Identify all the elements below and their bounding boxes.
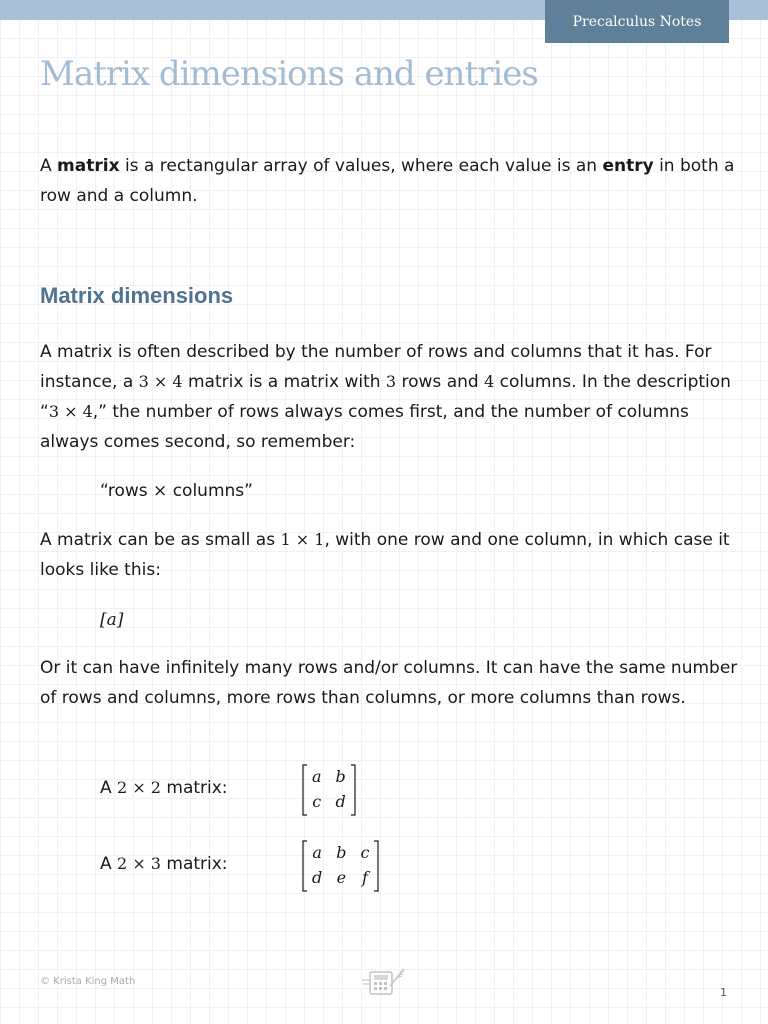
example-label-2x2 — [100, 773, 228, 803]
course-tab: Precalculus Notes — [545, 0, 729, 43]
matrix-entry: b — [336, 843, 347, 862]
matrix-entry: d — [312, 868, 323, 887]
intro-text: A — [40, 156, 58, 176]
text-run: A matrix is often described by the number of rows and columns that it has. For instance, a — [40, 342, 712, 392]
math-expression: 2 × 3 — [117, 854, 161, 873]
matrix-entry: a — [312, 843, 322, 862]
text-run: columns. In the description “ — [40, 372, 731, 422]
term-entry: entry — [602, 156, 654, 176]
matrix-entry: c — [312, 792, 322, 811]
math-expression: 3 × 4 — [138, 372, 183, 391]
matrix-entry: b — [335, 767, 346, 786]
math-expression: 3 × 4 — [48, 402, 93, 421]
text-run: ,” the number of rows always comes first, and the number of columns always comes second, so remember: — [40, 402, 689, 452]
right-bracket — [350, 764, 356, 816]
text-run: matrix: — [160, 778, 228, 798]
calculator-logo-icon — [360, 966, 408, 1000]
matrix-entries — [308, 764, 350, 816]
matrix-entry: e — [336, 868, 347, 887]
intro-text: is a rectangular array of values, where each value is an — [119, 156, 603, 176]
intro-text: in both a row and a column. — [40, 156, 735, 206]
intro-paragraph — [40, 151, 740, 211]
math-expression: 3 — [385, 372, 397, 391]
right-bracket — [373, 840, 379, 892]
matrix-entries — [308, 840, 373, 892]
matrix-entry: a — [312, 767, 322, 786]
term-matrix: matrix — [57, 156, 120, 176]
matrix-entry: d — [335, 792, 346, 811]
text-run: matrix: — [160, 854, 228, 874]
text-run: A — [100, 778, 118, 798]
rows-columns-reminder: “rows × columns” — [100, 481, 253, 501]
matrix-2x2 — [302, 764, 356, 816]
math-expression: 4 — [484, 372, 495, 391]
page-number: 1 — [720, 986, 727, 999]
smallest-matrix-paragraph — [40, 525, 740, 585]
example-label-2x3 — [100, 849, 228, 879]
dimensions-paragraph — [40, 337, 740, 457]
one-by-one-matrix: [a] — [100, 610, 124, 630]
matrix-entry: c — [360, 843, 370, 862]
text-run: rows and — [396, 372, 485, 392]
text-run: , with one row and one column, in which case it looks like this: — [40, 530, 730, 580]
matrix-entry: f — [362, 868, 368, 887]
footer-copyright: © Krista King Math — [40, 976, 136, 987]
text-run: matrix is a matrix with — [182, 372, 386, 392]
text-run: A — [100, 854, 118, 874]
section-heading: Matrix dimensions — [40, 283, 234, 308]
size-paragraph: Or it can have infinitely many rows and/or columns. It can have the same number of rows and columns, more rows than columns, or more columns than rows. — [40, 658, 738, 708]
math-expression: 2 × 2 — [117, 778, 161, 797]
matrix-2x3 — [302, 840, 379, 892]
text-run: A matrix can be as small as — [40, 530, 281, 550]
page-title: Matrix dimensions and entries — [40, 54, 538, 94]
math-expression: 1 × 1 — [280, 530, 325, 549]
